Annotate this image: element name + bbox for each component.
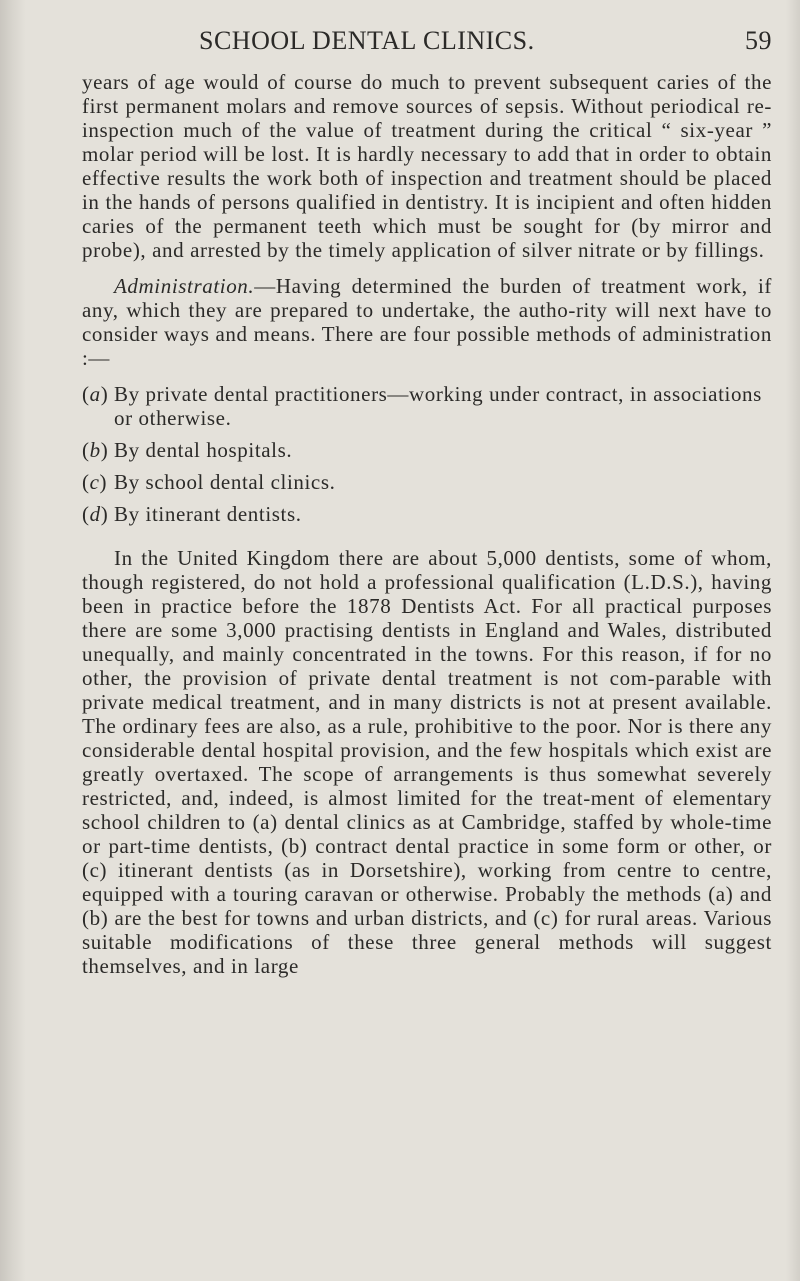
paragraph-united-kingdom: In the United Kingdom there are about 5,000 dentists, some of whom, though registered, do not hold a professional qualification (L.D.S.), having been in practice before the 1878 Dentists Act. For all practical purposes there are some 3,000 practising dentists in England and Wales, distributed unequally, and mainly concentrated in the towns. For this reason, if for no other, the provision of private dental treatment is not com-parable with private medical treatment, and in many districts is not at present available. The ordinary fees are also, as a rule, prohibitive to the poor. Nor is there any considerable dental hospital provision, and the few hospitals which exist are greatly overtaxed. The scope of arrangements is thus somewhat severely restricted, and, indeed, is almost limited for the treat-ment of elementary school children to (a) dental clinics as at Cambridge, staffed by whole-time or part-time dentists, (b) contract dental practice in some form or other, or (c) itinerant dentists (as in Dorsetshire), working from centre to centre, equipped with a touring caravan or otherwise. Probably the methods (a) and (b) are the best for towns and urban districts, and (c) for rural areas. Various suitable modifications of these three general methods will suggest themselves, and in large bbox=[82, 546, 772, 978]
list-item bbox=[82, 382, 772, 430]
page-header bbox=[82, 26, 772, 60]
list-item-text: By itinerant dentists. bbox=[114, 502, 302, 526]
paragraph-continued: years of age would of course do much to prevent subsequent caries of the first permanent molars and remove sources of sepsis. Without periodical re-inspection much of the value of treatment during the critical “ six-year ” molar period will be lost. It is hardly necessary to add that in order to obtain effective results the work both of inspection and treatment should be placed in the hands of persons qualified in dentistry. It is incipient and often hidden caries of the permanent teeth which must be sought for (by mirror and probe), and arrested by the timely application of silver nitrate or by fillings. bbox=[82, 70, 772, 262]
list-item bbox=[82, 470, 772, 494]
list-item bbox=[82, 438, 772, 462]
list-item-text: By private dental practitioners—working under contract, in associations or otherwise. bbox=[114, 382, 762, 430]
section-lead-italic: Administration. bbox=[114, 274, 255, 298]
list-item bbox=[82, 502, 772, 526]
running-title: SCHOOL DENTAL CLINICS. bbox=[199, 26, 535, 55]
list-marker: (a) bbox=[82, 382, 109, 406]
paragraph-administration bbox=[82, 274, 772, 370]
list-item-text: By school dental clinics. bbox=[114, 470, 336, 494]
page-number: 59 bbox=[745, 26, 772, 55]
page-gutter-shadow bbox=[0, 0, 26, 1281]
paragraph-administration-text: —Having determined the burden of treatment work, if any, which they are prepared to undertake, the autho-rity will next have to consider ways and means. There are four possible methods of administration :— bbox=[82, 274, 772, 370]
methods-list bbox=[82, 382, 772, 526]
list-item-text: By dental hospitals. bbox=[114, 438, 293, 462]
book-page bbox=[82, 26, 772, 978]
list-marker: (b) bbox=[82, 438, 109, 462]
list-marker: (d) bbox=[82, 502, 109, 526]
list-marker: (c) bbox=[82, 470, 108, 494]
page-edge-shadow bbox=[786, 0, 800, 1281]
